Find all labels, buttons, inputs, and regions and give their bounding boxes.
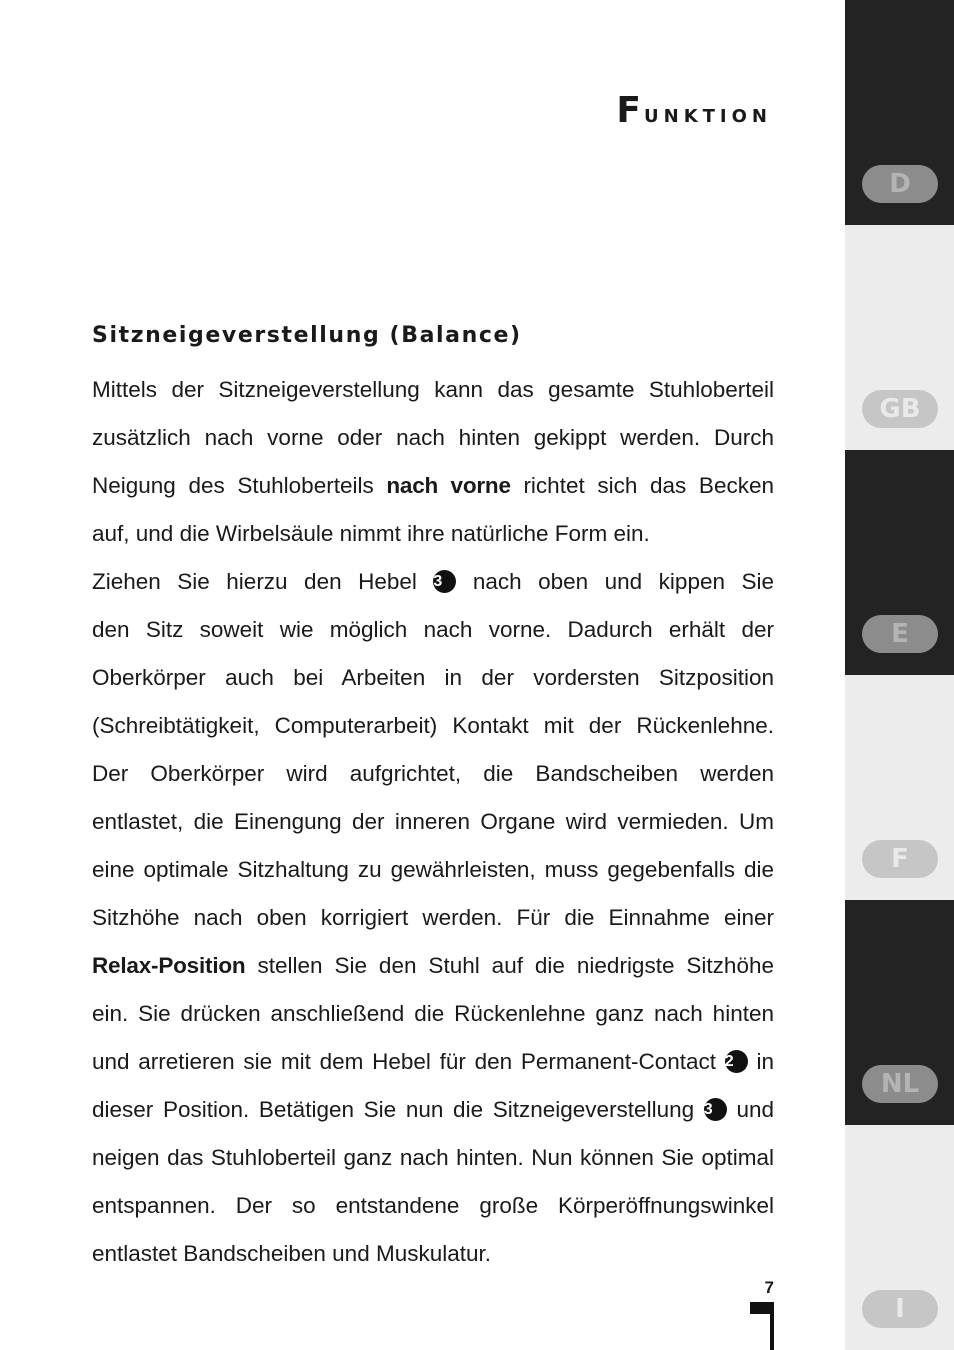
callout-number-icon: 2 bbox=[725, 1050, 748, 1073]
text-run: entlastet, die Einengung der inneren Organe wird vermieden. Um bbox=[92, 809, 774, 834]
text-run: den Sitz soweit wie möglich nach vorne. Dadurch erhält der bbox=[92, 617, 774, 642]
body-line bbox=[92, 510, 774, 558]
body-line bbox=[92, 990, 774, 1038]
page-corner-mark bbox=[750, 1302, 774, 1350]
body-line bbox=[92, 654, 774, 702]
page-number: 7 bbox=[764, 1278, 774, 1297]
body-line bbox=[92, 894, 774, 942]
text-run: zusätzlich nach vorne oder nach hinten gekippt werden. Durch bbox=[92, 425, 774, 450]
section-heading: Sitzneigeverstellung (Balance) bbox=[92, 323, 522, 348]
text-run: nach oben und kippen Sie bbox=[456, 569, 774, 594]
body-line bbox=[92, 750, 774, 798]
language-tab-f[interactable] bbox=[845, 675, 954, 900]
page-title-rest: unktion bbox=[644, 99, 772, 129]
language-tab-label: F bbox=[862, 840, 938, 878]
text-run: entspannen. Der so entstandene große Körperöffnungswinkel bbox=[92, 1193, 774, 1218]
language-tab-gb[interactable] bbox=[845, 225, 954, 450]
text-run: eine optimale Sitzhaltung zu gewährleisten, muss gegebenfalls die bbox=[92, 857, 774, 882]
text-run: Der Oberkörper wird aufgrichtet, die Bandscheiben werden bbox=[92, 761, 774, 786]
language-tab-label: I bbox=[862, 1290, 938, 1328]
text-run: Ziehen Sie hierzu den Hebel bbox=[92, 569, 434, 594]
text-run: neigen das Stuhloberteil ganz nach hinten. Nun können Sie optimal bbox=[92, 1145, 774, 1170]
page-title-initial: F bbox=[616, 90, 645, 131]
text-run: und arretieren sie mit dem Hebel für den Permanent-Contact bbox=[92, 1049, 725, 1074]
text-run: in bbox=[747, 1049, 774, 1074]
body-line bbox=[92, 1134, 774, 1182]
language-sidebar bbox=[845, 0, 954, 1350]
text-run: Neigung des Stuhloberteils bbox=[92, 473, 387, 498]
text-run: richtet sich das Becken bbox=[510, 473, 774, 498]
body-line bbox=[92, 606, 774, 654]
main-content bbox=[92, 318, 774, 1278]
language-tab-label: NL bbox=[862, 1065, 938, 1103]
body-line bbox=[92, 1230, 774, 1278]
language-tab-label: GB bbox=[862, 390, 938, 428]
text-run: ein. Sie drücken anschließend die Rückenlehne ganz nach hinten bbox=[92, 1001, 774, 1026]
body-line bbox=[92, 558, 774, 606]
callout-number-icon: 3 bbox=[704, 1098, 727, 1121]
bold-term: nach vorne bbox=[386, 473, 511, 498]
text-run: stellen Sie den Stuhl auf die niedrigste Sitzhöhe bbox=[245, 953, 774, 978]
text-run: und bbox=[726, 1097, 774, 1122]
text-run: Oberkörper auch bei Arbeiten in der vordersten Sitzposition bbox=[92, 665, 774, 690]
body-line bbox=[92, 846, 774, 894]
body-text bbox=[92, 366, 774, 1278]
body-line bbox=[92, 414, 774, 462]
page-title bbox=[616, 90, 772, 131]
body-line bbox=[92, 1182, 774, 1230]
text-run: entlastet Bandscheiben und Muskulatur. bbox=[92, 1241, 492, 1266]
language-tab-label: E bbox=[862, 615, 938, 653]
body-line bbox=[92, 462, 774, 510]
body-line bbox=[92, 798, 774, 846]
language-tab-i[interactable] bbox=[845, 1125, 954, 1350]
text-run: Sitzhöhe nach oben korrigiert werden. Für die Einnahme einer bbox=[92, 905, 774, 930]
language-tab-e[interactable] bbox=[845, 450, 954, 675]
language-tab-label: D bbox=[862, 165, 938, 203]
callout-number-icon: 3 bbox=[433, 570, 456, 593]
body-line bbox=[92, 942, 774, 990]
text-run: dieser Position. Betätigen Sie nun die Sitzneigeverstellung bbox=[92, 1097, 704, 1122]
text-run: auf, und die Wirbelsäule nimmt ihre natürliche Form ein. bbox=[92, 521, 650, 546]
body-line bbox=[92, 366, 774, 414]
language-tab-nl[interactable] bbox=[845, 900, 954, 1125]
text-run: (Schreibtätigkeit, Computerarbeit) Kontakt mit der Rückenlehne. bbox=[92, 713, 774, 738]
text-run: Mittels der Sitzneigeverstellung kann das gesamte Stuhloberteil bbox=[92, 377, 774, 402]
body-line bbox=[92, 702, 774, 750]
body-line bbox=[92, 1038, 774, 1086]
language-tab-d[interactable] bbox=[845, 0, 954, 225]
bold-term: Relax-Position bbox=[92, 953, 246, 978]
body-line bbox=[92, 1086, 774, 1134]
